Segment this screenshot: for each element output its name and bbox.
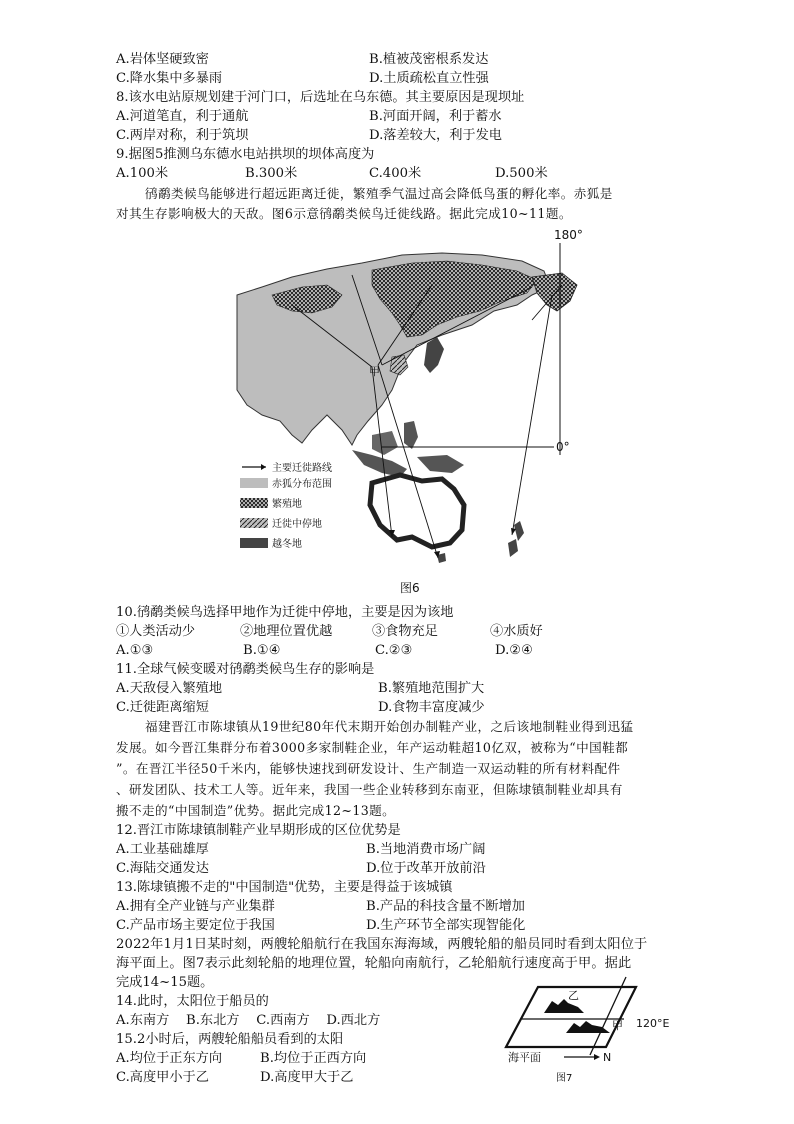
q11-option-d: D.食物丰富度减少 [378,700,485,715]
q14-options: A.东南方 B.东北方 C.西南方 D.西北方 [116,1013,381,1028]
label-sea-level: 海平面 [508,1051,541,1064]
q15-stem: 15.2小时后，两艘轮船船员看到的太阳 [116,1032,344,1047]
legend-stop: 迁徙中停地 [272,519,322,530]
label-120e: 120°E [636,1017,670,1030]
q10-statement-2: ②地理位置优越 [240,624,333,639]
passage2-line3: ”。在晋江半径50千米内，能够快速找到研发设计、生产制造一双运动鞋的所有材料配件 [116,761,621,776]
legend-winter: 越冬地 [272,539,302,550]
q13-option-b: B.产品的科技含量不断增加 [366,899,525,914]
q9-option-d: D.500米 [495,166,548,181]
islands-newguinea [417,455,464,473]
q12-option-b: B.当地消费市场广阔 [366,842,486,857]
q9-option-b: B.300米 [245,166,298,181]
islands-philippines [404,421,418,449]
label-jia: 甲 [369,365,380,378]
q14-stem: 14.此时，太阳位于船员的 [116,994,269,1009]
islands-borneo [372,431,398,455]
q8-option-c: C.两岸对称，利于筑坝 [116,128,249,143]
q9-option-c: C.400米 [369,166,422,181]
landmass-australia [370,475,464,547]
landmass-japan [424,337,444,373]
q13-option-d: D.生产环节全部实现智能化 [366,918,526,933]
q12-option-a: A.工业基础雄厚 [116,842,209,857]
passage2-line4: 、研发团队、技术工人等。近年来，我国一些企业转移到东南亚，但陈埭镇制鞋业却具有 [116,782,623,797]
passage2-line5: 搬不走的“中国制造”优势。据此完成12~13题。 [116,803,396,818]
q12-stem: 12.晋江市陈埭镇制鞋产业早期形成的区位优势是 [116,823,401,838]
passage3-line3: 完成14~15题。 [116,975,214,990]
figure6-map [232,225,592,600]
q15-option-b: B.均位于正西方向 [260,1051,367,1066]
q11-option-c: C.迁徙距离缩短 [116,700,209,715]
passage3-line2: 海平面上。图7表示此刻轮船的地理位置，轮船向南航行，乙轮船航行速度高于甲。据此 [116,956,632,971]
q7-option-d: D.土质疏松直立性强 [369,71,489,86]
q10-option-b: B.①④ [243,643,281,658]
q10-option-c: C.②③ [375,643,413,658]
label-jia: 甲 [612,1019,623,1032]
legend-fox: 赤狐分布范围 [272,479,332,490]
landmass-kamchatka [532,273,577,311]
label-yi: 乙 [568,989,579,1002]
q11-option-a: A.天敌侵入繁殖地 [116,681,223,696]
figure6-caption: 图6 [400,581,420,595]
landmass-newzealand [508,521,524,557]
q12-option-d: D.位于改革开放前沿 [366,861,486,876]
passage1-line2: 对其生存影响极大的天敌。图6示意鸻鹬类候鸟迁徙线路。据此完成10~11题。 [116,206,572,221]
map-legend [240,461,332,550]
legend-route: 主要迁徙路线 [272,463,332,474]
q11-stem: 11.全球气候变暖对鸻鹬类候鸟生存的影响是 [116,662,375,677]
q11-option-b: B.繁殖地范围扩大 [378,681,485,696]
passage2-line1: 福建晋江市陈埭镇从19世纪80年代末期开始创办制鞋产业，之后该地制鞋业得到迅猛 [145,719,634,734]
passage3-line1: 2022年1月1日某时刻，两艘轮船航行在我国东海海域，两艘轮船的船员同时看到太阳位于 [116,937,648,952]
q7-option-b: B.植被茂密根系发达 [369,52,489,67]
q12-option-c: C.海陆交通发达 [116,861,209,876]
passage2-line2: 发展。如今晋江集群分布着3000多家制鞋企业，年产运动鞋超10亿双，被称为“中国鞋都 [116,740,629,755]
q9-option-a: A.100米 [116,166,169,181]
label-north: N [603,1051,612,1064]
figure7-diagram [486,975,686,1087]
q10-statement-3: ③食物充足 [372,624,438,639]
label-180: 180° [554,228,583,242]
q8-stem: 8.该水电站原规划建于河门口，后选址在乌东德。其主要原因是现坝址 [116,90,525,105]
q10-stem: 10.鸻鹬类候鸟选择甲地作为迁徙中停地，主要是因为该地 [116,605,454,620]
q9-stem: 9.据图5推测乌东德水电站拱坝的坝体高度为 [116,147,375,162]
label-equator: 0° [556,440,570,454]
q13-option-c: C.产品市场主要定位于我国 [116,918,275,933]
q10-option-d: D.②④ [495,643,533,658]
q13-option-a: A.拥有全产业链与产业集群 [116,899,275,914]
q7-option-a: A.岩体坚硬致密 [116,52,209,67]
q8-option-b: B.河面开阔，利于蓄水 [369,109,502,124]
q10-statement-4: ④水质好 [490,624,543,639]
q8-option-d: D.落差较大，利于发电 [369,128,502,143]
q13-stem: 13.陈埭镇搬不走的"中国制造"优势，主要是得益于该城镇 [116,880,453,895]
q7-option-c: C.降水集中多暴雨 [116,71,223,86]
passage1-line1: 鸻鹬类候鸟能够进行超远距离迁徙，繁殖季气温过高会降低鸟蛋的孵化率。赤狐是 [145,186,613,201]
q10-statement-1: ①人类活动少 [116,624,196,639]
q15-option-a: A.均位于正东方向 [116,1051,223,1066]
figure7-caption: 图7 [556,1073,573,1084]
legend-breed: 繁殖地 [272,499,302,510]
q15-option-c: C.高度甲小于乙 [116,1070,209,1085]
q10-option-a: A.①③ [116,643,154,658]
q15-option-d: D.高度甲大于乙 [260,1070,354,1085]
stopover-area [390,355,408,375]
q8-option-a: A.河道笔直，利于通航 [116,109,249,124]
